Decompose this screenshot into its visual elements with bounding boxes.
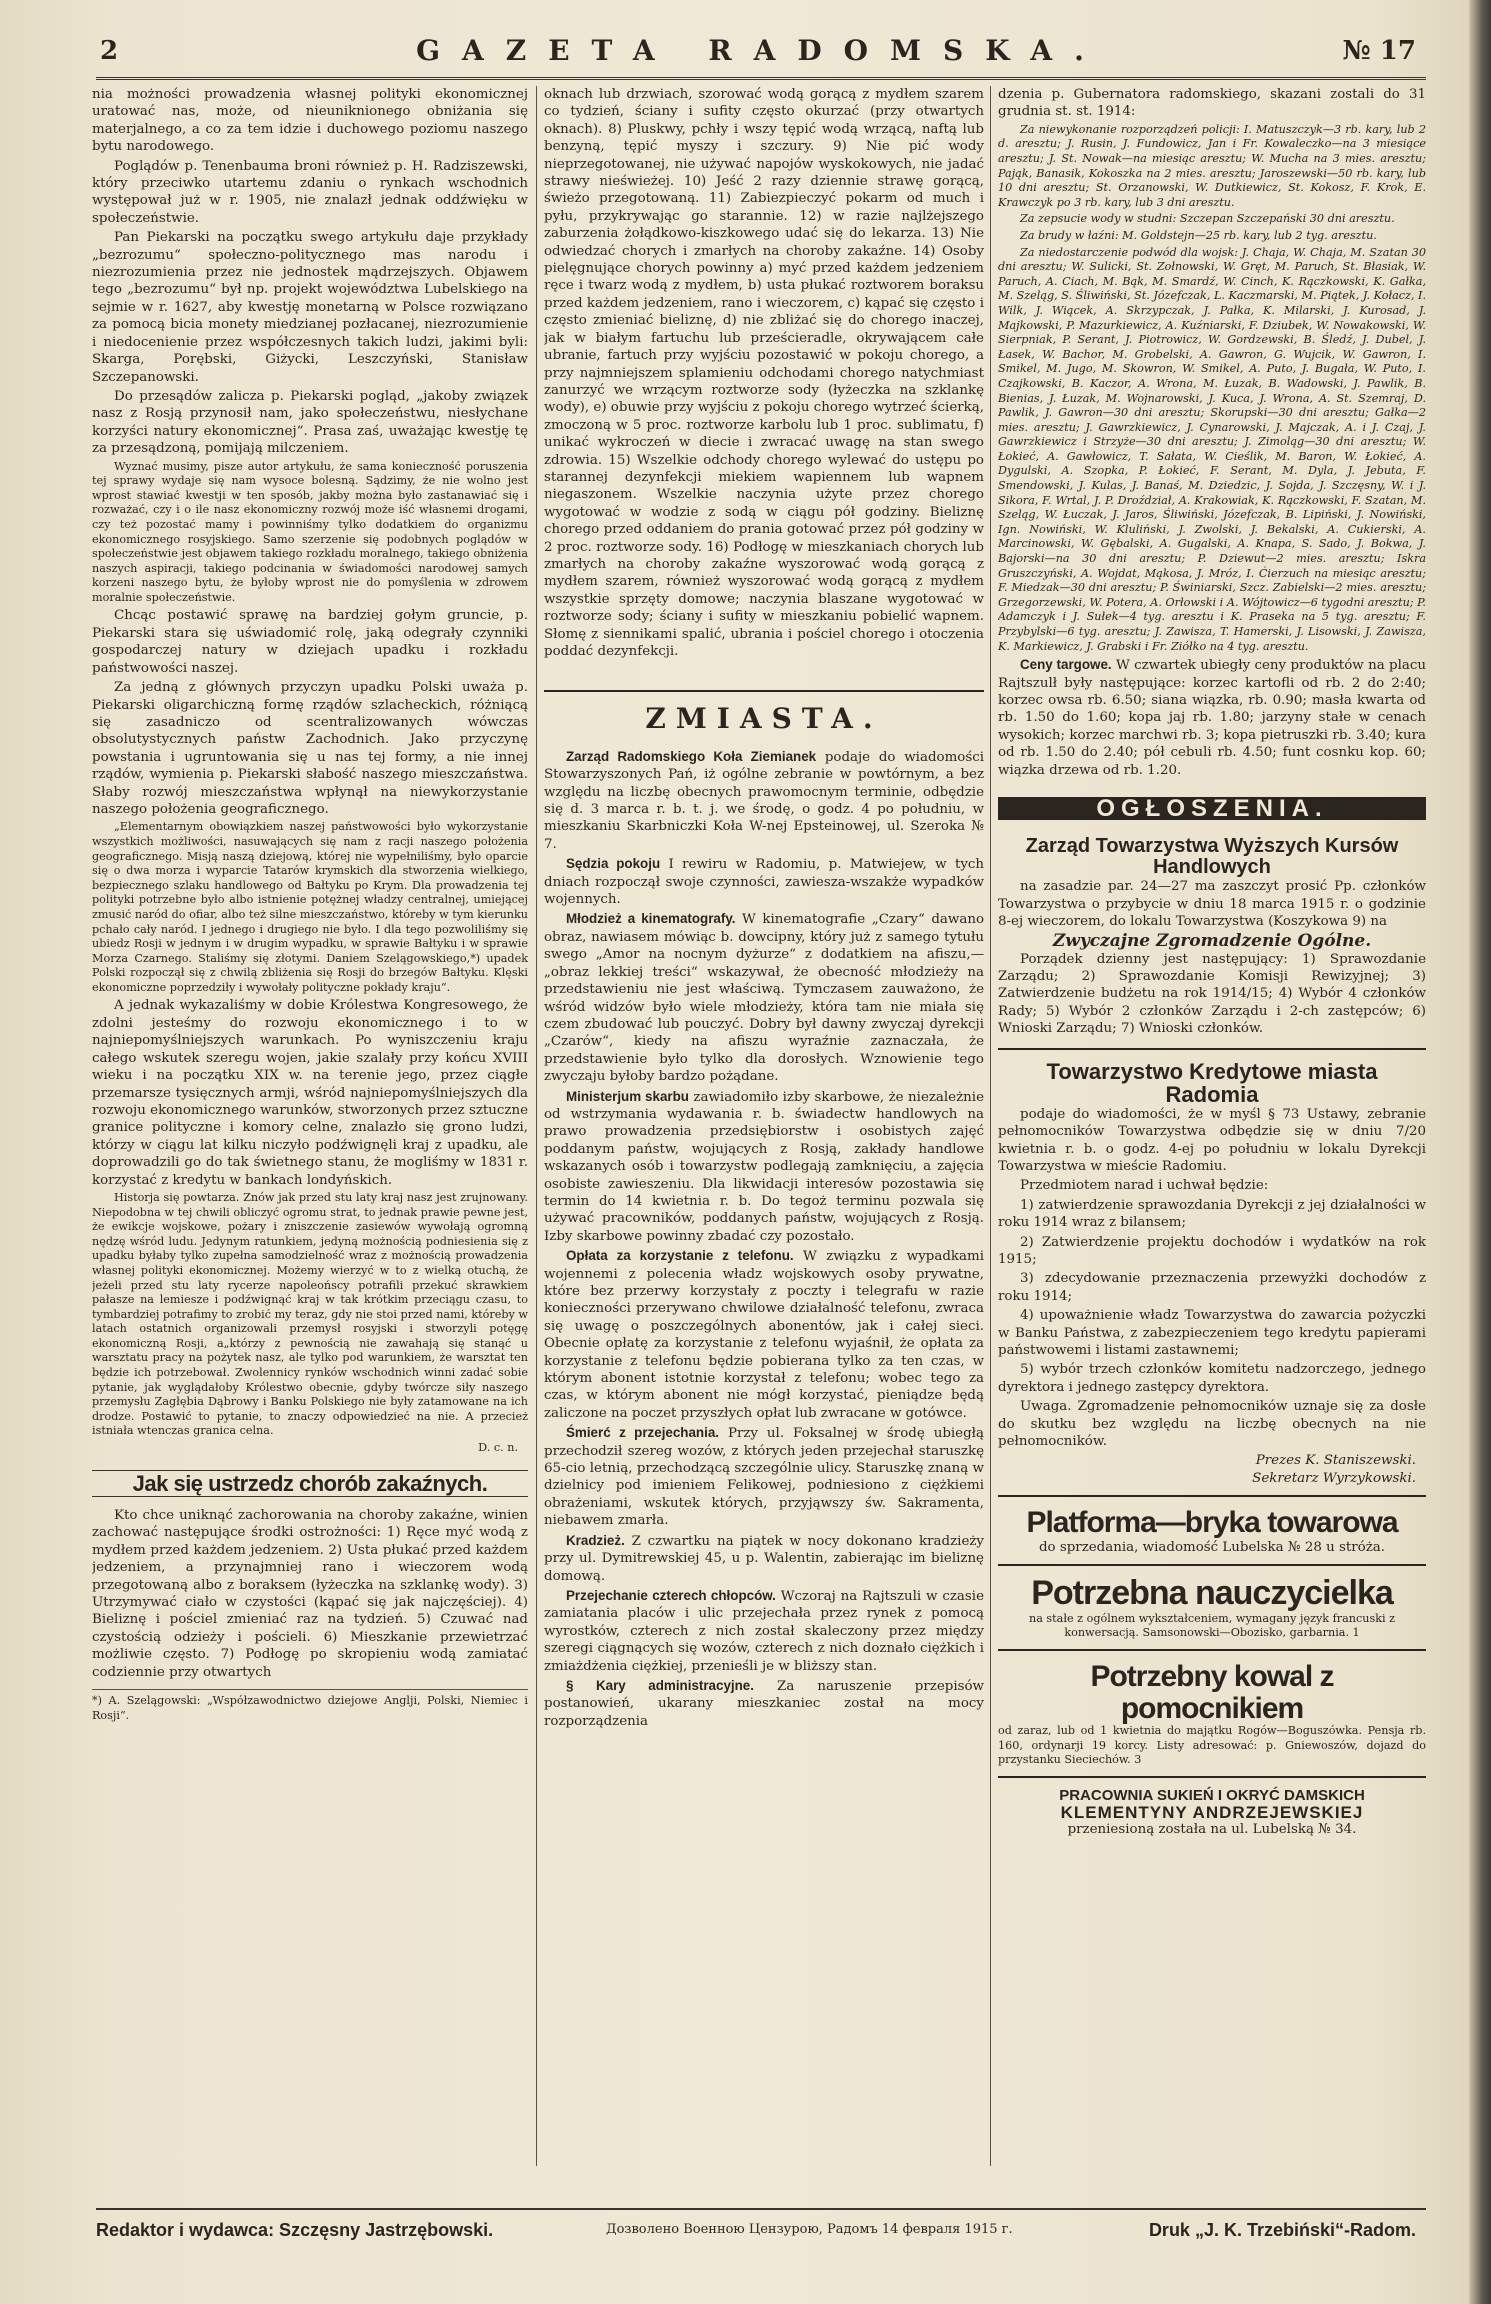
news-rubric: Przejechanie czterech chłopców.: [566, 1587, 776, 1603]
news-text: podaje do wiadomości Stowarzyszonych Pań, iż ogólne zebranie w powtórnym, a bez względu na liczbę obecnych prawomocnym terminie, odbędzie się d. 3 marca r. b. t. j. we środę, o godz. 4 po południu, w mieszkaniu Skarbniczki Koła W-nej Epsteinowej, ul. Szeroka № 7.: [544, 749, 984, 852]
ad-pracownia: [998, 1776, 1426, 1847]
quote-block: [92, 460, 528, 606]
news-text: Z czwartku na piątek w nocy dokonano kradzieży przy ul. Dymitrewskiej 45, u p. Walentin, zabierając im bieliznę domową.: [544, 1533, 984, 1584]
footnote: *) A. Szelągowski: „Współzawodnictwo dziejowe Anglji, Polski, Niemiec i Rosji“.: [92, 1689, 528, 1723]
censorship-line: Дозволено Военною Цензурою, Радомъ 14 февраля 1915 г.: [606, 2222, 1013, 2237]
news-rubric: Śmierć z przejechania.: [566, 1425, 720, 1441]
column-1: [92, 86, 528, 2206]
news-item: [544, 1532, 984, 1585]
news-item: [544, 748, 984, 853]
continuation-mark: D. c. n.: [478, 1441, 518, 1455]
news-item: [544, 1424, 984, 1529]
news-text: Za naruszenie przepisów postanowień, ukarany mieszkaniec został na mocy rozporządzenia: [544, 1678, 984, 1729]
page-number: 2: [100, 36, 119, 66]
quote-text: „Elementarnym obowiązkiem naszej państwowości było wykorzystanie wszystkich możliwości, nasuwających się nam z racji naszego położenia geograficznego. Misją naszą dziejową, której nie wypełniliśmy, było oparcie się o dwa morza i wyparcie Tatarów krymskich dla stworzenia wielkiego, bezpiecznego szlaku handlowego od Bałtyku po Krym. Dla prowadzenia tej polityki potrzebne było albo istnienie potężnej władzy centralnej, umiejącej zmusić naród do ofiar, albo też silne mieszczaństwo, któreby w tym kierunku pchało cały naród. I jednego i drugiego nie było. I dla tego pozwoliliśmy się ubiedz Rosji w jednym i w drugim wypadku, w sprawie Bałtyku i w sprawie Morza Czarnego. Staliśmy się złotymi. Daniem Szelągowskiego,*) upadek Polski rozpoczął się z chwilą zbliżenia się Rosji do brzegów Bałtyku. Klęski ekonomiczne poprzedziły i wywołały polityczne pokłady kraju“.: [92, 820, 528, 994]
ad-kursy-handlowe: [998, 836, 1426, 1047]
news-rubric: Opłata za korzystanie z telefonu.: [566, 1248, 794, 1264]
ad-title: Towarzystwo Kredytowe miasta Radomia: [1046, 1058, 1378, 1107]
page-edge-shadow: [1469, 0, 1491, 2304]
news-rubric: Ministerjum skarbu: [566, 1088, 689, 1104]
news-text: Wczoraj na Rajtszuli w czasie zamiatania placów i ulic przejechała przez rynek z pomocą wyrostków, czterech z nich został skaleczony przez między szeregi ciągnących się wozów, czterech z nich doznało ciężkich i zmiażdżenia ciężkiej, przenieśli je w bliższy stan.: [544, 1588, 984, 1674]
news-rubric: Kradzież.: [566, 1532, 625, 1548]
issue-number: № 17: [1342, 36, 1416, 66]
ad-bold-line: Zwyczajne Zgromadzenie Ogólne.: [1052, 930, 1372, 951]
imprint: [96, 2208, 1426, 2248]
news-rubric: Zarząd Radomskiego Koła Ziemianek: [566, 748, 817, 764]
ad-line: przeniesioną została na ul. Lubelską № 34.: [1067, 1822, 1357, 1838]
ad-list-item: 2) Zatwierdzenie projektu dochodów i wydatków na rok 1915;: [998, 1234, 1426, 1267]
news-item: [544, 1088, 984, 1246]
ad-nauczycielka: [998, 1564, 1426, 1649]
masthead: [96, 30, 1426, 80]
ad-line: PRACOWNIA SUKIEŃ I OKRYĆ DAMSKICH: [1059, 1786, 1365, 1804]
ad-title: Potrzebny kowal z pomocnikiem: [1090, 1660, 1334, 1725]
rubric: Ceny targowe.: [1020, 657, 1112, 673]
ad-text: na stałe z ogólnem wykształceniem, wymagany język francuski z konwersacją. Samsonowski—Obozisko, garbarnia. 1: [1028, 1611, 1396, 1640]
paragraph: Do przesądów zalicza p. Piekarski pogląd, „jakoby związek nasz z Rosją przynosił nam, jako społeczeństwu, niesłychane korzyści natury ekonomicznej“. Prasa zaś, uważając kwestję tę za przesądzoną, pomijają milczeniem.: [92, 388, 528, 457]
news-text: W kinematografie „Czary“ dawano obraz, nawiasem mówiąc b. dowcipny, który już z samego tytułu swego „Amor na nocnym dyżurze“ z dodatkiem na afiszu,—„obraz lekkiej treści“ wskazywał, że obecność młodzieży na przedstawieniu nie jest właściwą. Tymczasem zauważono, że wśród widzów było wiele młodzieży, która tam nie miała się czem zbudować lub pouczyć. Dobry był dawny zwyczaj dyrekcji „Czarów“, kiedy na afiszu wyraźnie zaznaczała, że przedstawienie było tylko dla dorosłych. Wznowienie tego zwyczaju byłoby bardzo pożądane.: [544, 912, 984, 1085]
market-prices: [998, 656, 1426, 779]
penalty-item: Za zepsucie wody w studni: Szczepan Szczepański 30 dni aresztu.: [1020, 212, 1395, 226]
news-text: W związku z wypadkami wojennemi z polecenia władz wojskowych osoby prywatne, które bez przerwy korzystały z poczty i telegrafu w razie konieczności przerywano chwilowe działalność telefonu, zwraca się uwagę o poszczególnych abonentów, jak i całej sieci. Obecnie opłatę za korzystanie z telefonu wyjaśnił, że opłata za korzystanie z telefonu będzie pobierana tylko za ten czas, w którym abonent istotnie korzystał z telefonu; wobec tego za czas, w którym abonent nie mógł korzystać, pieniądze będą zaliczone na poczet przyszłych opłat lub zwracane w gotówce.: [544, 1249, 984, 1421]
quote-block: [92, 1191, 528, 1456]
ad-platforma: [998, 1495, 1426, 1564]
ad-note: Uwaga. Zgromadzenie pełnomocników uznaje się za dosłe do skutku bez względu na liczbę obecnych na nie pełnomocników.: [998, 1399, 1426, 1450]
ad-kowal: [998, 1649, 1426, 1776]
paragraph: A jednak wykazaliśmy w dobie Królestwa Kongresowego, że zdolni jesteśmy do rozwoju ekonomicznego i to w najniepomyślniejszych warunkach. Po wyniszczeniu kraju całego wskutek szeregu wojen, jakie szalały przy końcu XVIII wieku i na początku XIX w. na terenie jego, przez ciągłe przemarsze tysięcznych armji, wśród najniepomyślniejszych dla rozwoju ekonomicznego warunków, stworzonych przez sztuczne granice polityczne i komory celne, znalazło się grono ludzi, którzy w ciągu lat kilku niczyło podźwignęli kraj z upadku, ale doprowadzili go do tak świetnego stanu, że mogliśmy w 1831 r. korzystać z kredytu w bankach londyńskich.: [92, 998, 528, 1188]
news-item: [544, 1677, 984, 1730]
printer-line: Druk „J. K. Trzebiński“-Radom.: [1148, 2220, 1416, 2240]
penalty-list: [998, 123, 1426, 654]
section-heading-z-miasta: ZMIASTA.: [544, 690, 984, 727]
ad-list-item: 4) upoważnienie władz Towarzystwa do zawarcia pożyczki w Banku Państwa, z zabezpieczeniem tego kredytu papierami państwowemi i listami zastawnemi;: [998, 1308, 1426, 1358]
paragraph: Za jedną z głównych przyczyn upadku Polski uważa p. Piekarski oligarchiczną formę rządów szlacheckich, różniącą się zasadniczo od scentralizowanych wówczas obsolutystycznych państw Zachodnich. Jako przyczynę powstania i ugruntowania się u nas tej formy, a nie innej rządów, wymienia p. Piekarski słabość naszego mieszczaństwa. Słaby rozwój mieszczaństwa wpłynął na niewykorzystanie naszego położenia geograficznego.: [92, 680, 528, 817]
ad-text: podaje do wiadomości, że w myśl § 73 Ustawy, zebranie pełnomocników Towarzystwa odbędzie się w dniu 7/20 kwietnia r. b. o godz. 4-ej po południu w lokalu Dyrekcji Towarzystwa w mieście Radomiu.: [998, 1106, 1426, 1174]
quote-text: Wyznać musimy, pisze autor artykułu, że sama konieczność poruszenia tej sprawy wydaje się nam wysoce bolesną. Sądzimy, że nie wolno jest wprost stawiać kwestji w ten sposób, jakby można było zastanawiać się i rozważać, czy i o ile nasz ekonomiczny rozwój może iść własnemi drogami, czy też pozostać mamy i powinniśmy tylko dodatkiem do organizmu ekonomicznego rosyjskiego. Samo szerzenie się podobnych poglądów w społeczeństwie jest objawem takiego rozkładu moralnego, takiego obniżenia naszych aspiracji, takiego podcinania w świadomości narodowej samych korzeni naszego bytu, że byłoby wprost nie do pomyślenia w zdrowem moralnie społeczeństwie.: [92, 459, 528, 604]
paragraph: oknach lub drzwiach, szorować wodą gorącą z mydłem szarem co tydzień, ściany i sufity często okurzać (przy otwartych oknach). 8) Pluskwy, pchły i wszy tępić wodą wrzącą, naftą lub benzyną, tępić myszy i szczury. 9) Nie pić wody nieprzegotowanej, nie używać napojów wyskokowych, nie jadać strawy nieświeżej. 10) Jeść 2 razy dziennie strawę gorącą, świeżo przegotowaną. 11) Zabiezpieczyć pokarm od much i pyłu, przykrywając go starannie. 12) w razie najlżejszego zaburzenia żołądkowo-kiszkowego udać się do lekarza. 13) Nie odwiedzać chorych i zmarłych na choroby zakaźne. 14) Osoby pielęgnujące chorych powinny a) myć przed każdem jedzeniem ręce i twarz wodą z mydłem, b) usta płukać roztworem boraksu przed każdem jedzeniem, rano i wieczorem, c) kąpać się często i często zmieniać bieliznę, d) nie zbliżać się do chorego inaczej, jak w białym fartuchu lub prześcieradle, okrywającem całe ubranie, fartuch przy wyjściu pozostawić w pokoju chorego, a przy najmniejszem splamieniu odchodami chorego natychmiast zanurzyć we wrzącym roztworze sody (łyżeczka na szklankę wody), e) obuwie przy wyjściu z pokoju chorego wytrzeć ścierką, zmoczoną w 5 proc. roztworze karbolu lub 1 proc. sublimatu, f) unikać wykroczeń w diecie i zwracać uwagę na stan swego zdrowia. 15) Wszelkie odchody chorego wylewać do ustępu po starannej dezynfekcji miekiem wapiennem lub wapnem niegaszonem. Wszelkie naczynia użyte przez chorego wygotować w wodzie z sodą w ciągu pół godziny. Bieliznę chorego przed oddaniem do prania gotować przez pół godziny w 2 proc. roztworze sody. 16) Podłogę w mieszkaniach chorych lub zmarłych na choroby zakaźne wyszorować wodą gorącą z mydłem szarem, również wyszorować wodą gorącą z mydłem wszystkie sprzęty domowe; naczynia blaszane wygotować w roztworze sody; ściany i sufity w mieszkaniu pobielić wapnem. Słomę z siennikami spalić, ubrania i pościel chorego i otoczenia poddać dezynfekcji.: [544, 87, 984, 659]
ad-signature: Sekretarz Wyrzykowski.: [1252, 1470, 1416, 1486]
ad-list-item: 1) zatwierdzenie sprawozdania Dyrekcji z jej działalności w roku 1914 wraz z bilansem;: [998, 1197, 1426, 1231]
paragraph: Kto chce uniknąć zachorowania na choroby zakaźne, winien zachować następujące środki ostrożności: 1) Ręce myć wodą z mydłem przed każdem jedzeniem. 2) Usta płukać przed każdem jedzeniem, a przynajmniej rano i wieczorem wodą przegotowaną albo z boraksem (łyżeczka na szklankę wody). 3) Utrzymywać ciało w czystości (kąpać się jak najczęściej). 4) Bieliznę i pościel zmieniać raz na tydzień. 5) Czuwać nad czystością odzieży i pościeli. 6) Mieszkanie przewietrzać możliwie często. 7) Podłogę po skropieniu wodą zamiatać codziennie przy otwartych: [92, 1508, 528, 1680]
news-items: [544, 748, 984, 1730]
ad-text: do sprzedania, wiadomość Lubelska № 28 u stróża.: [1038, 1539, 1386, 1555]
ad-towarzystwo-kredytowe: [998, 1048, 1426, 1496]
news-text: I rewiru w Radomiu, p. Matwiejew, w tych dniach rozpoczął swoje czynności, zawiesza-wszakże wypadków wojennych.: [544, 857, 984, 908]
column-2: [544, 86, 984, 2206]
news-text: zawiadomiło izby skarbowe, że niezależnie od wstrzymania wydawania r. b. świadectw handlowych na prawo prowadzenia przedsiębiorstw i osobistych zajęć poddanym państw, wojujących z Rosją, zakłady handlowe wskazanych osób i towarzystw podlegają zamknięciu, a zajęcia osobiste zawieszeniu. Dla likwidacji interesów pozostawia się termin do 14 kwietnia r. b. Do tegoż terminu pozwala się używać pracowników, poddanych państw, wojujących z Rosją. Izby skarbowe powinny zbadać czy pozostało.: [544, 1089, 984, 1244]
paragraph: nia możności prowadzenia własnej polityki ekonomicznej uratować nas, może, od nieuniknionego obniżania się materjalnego, a co za tem idzie i duchowego poziomu naszego bytu narodowego.: [92, 87, 528, 155]
ad-title: Platforma—bryka towarowa: [1026, 1506, 1398, 1540]
news-rubric: § Kary administracyjne.: [566, 1677, 754, 1693]
ad-signature: Prezes K. Staniszewski.: [1255, 1453, 1416, 1469]
penalty-item: Za niedostarczenie podwód dla wojsk: J. Chaja, W. Chaja, M. Szatan 30 dni aresztu; W. Sulicki, St. Zołnowski, W. Gręt, M. Paruch, St. Błasiak, W. Paruch, A. Ciach, M. Bąk, M. Smardź, W. Cinch, K. Rączkowski, K. Gałka, M. Szeląg, S. Śliwiński, St. Józefczak, L. Kaczmarski, M. Piątek, J. Kołacz, I. Wilk, J. Wiącek, A. Skrzypczak, J. Pałka, K. Milarski, J. Kurosad, J. Majkowski, P. Mazurkiewicz, A. Kuźniarski, F. Dziubek, W. Nowakowski, W. Sierpniak, P. Serant, J. Piotrowicz, W. Gordzewski, B. Śledź, J. Dubel, J. Łasek, W. Bachor, M. Grobelski, A. Gawron, G. Wujcik, W. Gawron, I. Smikel, M. Jugo, M. Skowron, W. Smikel, A. Puto, J. Bugała, W. Puto, I. Czajkowski, B. Kaczor, A. Wrona, M. Łuzak, B. Wadowski, J. Pawlik, B. Bienias, J. Łuzak, M. Wojnarowski, J. Kuca, J. Wrona, A. St. Szemraj, D. Pawlik, J. Gawron—30 dni aresztu; Skorupski—30 dni aresztu; Gałka—2 mies. aresztu; J. Gawrzkiewicz, J. Cynarowski, J. Majczak, A. i J. Czaj, J. Gawrzkiewicz i Strzyże—30 dni aresztu; J. Zimoląg—30 dni aresztu; W. Łokieć, A. Gawłowicz, T. Sałata, W. Cieślik, M. Baron, W. Łokieć, A. Dygulski, A. Szopka, P. Łokieć, F. Serant, M. Dyla, J. Jebuta, F. Smendowski, J. Kulas, J. Banaś, M. Dziedzic, J. Sojda, J. Szczęsny, W. i J. Sikora, F. Wrtal, J. P. Droździał, A. Krakowiak, K. Rączkowski, F. Szatan, M. Szeląg, W. Łuczak, J. Jaros, Śliwiński, Józefczak, B. Lipiński, J. Nowiński, Ign. Nowiński, W. Kluliński, J. Zwolski, J. Bekalski, A. Cukierski, A. Marcinowski, W. Gębalski, A. Gugalski, A. Knapa, S. Sado, J. Bokwa, J. Bajorski—na 30 dni aresztu; P. Dziewut—2 mies. aresztu; Iskra Gruszczyński, A. Wojdat, Mąkosa, J. Mróz, I. Ćierzuch na miesiąc aresztu; F. Miedzak—30 dni aresztu; P. Świniarski, Szcz. Zabielski—2 mies. aresztu; Grzegorzewski, W. Potera, A. Orłowski i A. Wójtowicz—6 tygodni aresztu; P. Adamczyk i J. Sułek—4 tyg. aresztu i K. Praseka na 5 tyg. aresztu; F. Przybylski—6 tyg. aresztu; J. Zawisza, T. Hamerski, J. Lisowski, J. Zawisza, K. Markiewicz, J. Grabski i Fr. Ziółko na 4 tyg. aresztu.: [998, 245, 1426, 653]
column-divider: [536, 86, 537, 2166]
ad-title: Zarząd Towarzystwa Wyższych Kursów Handlowych: [1025, 835, 1399, 879]
paragraph: Poglądów p. Tenenbauma broni również p. H. Radziszewski, który przeciwko utartemu zdaniu o rynkach wschodnich występował już w r. 1905, nie znalazł jednak oddźwięku w społeczeństwie.: [92, 158, 528, 226]
ad-list-item: 3) zdecydowanie przeznaczenia przewyżki dochodów z roku 1914;: [998, 1271, 1426, 1304]
penalty-item: Za niewykonanie rozporządzeń policji: I. Matuszczyk—3 rb. kary, lub 2 d. aresztu; J. Rusin, J. Fundowicz, Jan i Fr. Kowaleczko—na 3 miesiące aresztu; J. St. Nowak—na miesiąc aresztu; W. Mucha na 3 mies. aresztu; Pająk, Banasik, Kokoszka na 2 mies. aresztu; Jaroszewski—50 rb. kary, lub 10 dni aresztu; St. Orzanowski, W. Dutkiewicz, St. Kokosz, F. Krok, E. Krawczyk po 3 rb. kary, lub 3 dni aresztu.: [998, 122, 1426, 209]
penalty-item: Za brudy w łaźni: M. Goldstejn—25 rb. kary, lub 2 tyg. aresztu.: [1020, 228, 1377, 242]
paragraph: Pan Piekarski na początku swego artykułu daje przykłady „bezrozumu“ społeczno-politycznego mas narodu i niezrozumienia przez nie jednostek mądrzejszych. Objawem tego „bezrozumu“ był np. projekt województwa Lubelskiego na sejmie w r. 1627, aby kwestję monetarną w Polsce rozwiązano za pomocą bicia monety miedzianej pozłacanej, niezrozumienie i niedocenienie przez współczesnych takich ludzi, jakimi byli: Skarga, Porębski, Giżycki, Leszczyński, Stanisław Szczepanowski.: [92, 230, 528, 385]
quote-block: [92, 820, 528, 995]
market-prices-text: W czwartek ubiegły ceny produktów na placu Rajtszulł były następujące: korzec kartofli od rb. 2 do 2:40; korzec owsa rb. 6.50; siana wiązka, rb. 0.90; masła kwarta od rb. 1.50 do 1.60; kopa jaj rb. 1.80; jarzyny stałe w cenach wysokich; korzec marchwi rb. 3; kopa pietruszki rb. 3.40; kura od rb. 1.50 do 2.40; pół cebuli rb. 4.50; funt cosnku kop. 60; wiązka drzewa od rb. 1.20.: [998, 658, 1426, 778]
ad-text: na zasadzie par. 24—27 ma zaszczyt prosić Pp. członków Towarzystwa o przybycie w dniu 18 marca 1915 r. o godzinie 8-ej wieczorem, do lokalu Towarzystwa (Koszykowa 9) na: [998, 879, 1426, 930]
ad-text: Przedmiotem narad i uchwał będzie:: [1020, 1178, 1269, 1194]
ad-text: od zaraz, lub od 1 kwietnia do majątku Rogów—Boguszówka. Pensja rb. 160, ordynarji 19 korcy. Listy adresować: p. Gniewoszów, dojazd do przystanku Sieciechów. 3: [998, 1724, 1426, 1767]
news-item: [544, 910, 984, 1085]
news-rubric: Młodzież a kinematografy.: [566, 911, 736, 927]
column-divider: [990, 86, 991, 2166]
ads-heading: OGŁOSZENIA.: [998, 797, 1426, 820]
editor-line: Redaktor i wydawca: Szczęsny Jastrzębowski.: [96, 2220, 494, 2240]
news-item: [544, 1247, 984, 1422]
news-item: [544, 1587, 984, 1675]
column-3: [998, 86, 1426, 2206]
ad-text: Porządek dzienny jest następujący: 1) Sprawozdanie Zarządu; 2) Sprawozdanie Komisji Rewizyjnej; 3) Zatwierdzenie budżetu na rok 1914/15; 4) Wybór 4 członków Rady; 5) Wybór 2 członków Zarządu i 2-ch zastępców; 6) Wnioski Zarządu; 7) Wnioski członków.: [998, 951, 1426, 1037]
section-heading: Jak się ustrzedz chorób zakaźnych.: [92, 1470, 528, 1497]
ad-title: Potrzebna nauczycielka: [1031, 1574, 1393, 1613]
news-item: [544, 855, 984, 908]
news-rubric: Sędzia pokoju: [566, 856, 661, 872]
newspaper-title: GAZETA RADOMSKA.: [416, 34, 1106, 67]
news-text: Przy ul. Foksalnej w środę ubiegłą przechodził szereg wozów, z których jeden przejechał staruszkę 65-cio letnią, przechodzącą szczególnie ulicy. Staruszkę znaną w dzielnicy pod imieniem Felikowej, podniesiono z ciężkiemi obrażeniami, wskutek których, przyjąwszy św. Sakramenta, niebawem zmarła.: [544, 1426, 984, 1529]
paragraph: Chcąc postawić sprawę na bardziej gołym gruncie, p. Piekarski stara się uświadomić rolę, jaką odegrały czynniki gospodarczej natury w dziejach upadku i rozkładu państwowości naszej.: [92, 608, 528, 676]
ad-line: KLEMENTYNY ANDRZEJEWSKIEJ: [1060, 1802, 1364, 1822]
ad-list-item: 5) wybór trzech członków komitetu nadzorczego, jednego dyrektora i jednego zastępcy dyrektora.: [998, 1362, 1426, 1395]
quote-text: Historja się powtarza. Znów jak przed stu laty kraj nasz jest zrujnowany. Niepodobna w tej chwili obliczyć ogromu strat, to jednak prawie pewne jest, że ewikcje wojskowe, pożary i zniszczenie zasiewów wywołają ogromną nędzę wśród ludu. Jedynym ratunkiem, jedyną możnością podniesienia się z upadku byłaby tylko zupełna samodzielność wraz z możnością prowadzenia własnej polityki ekonomicznej. Możemy wierzyć w to z wielką otuchą, że jeżeli przed stu laty rycerze napoleońscy potrafili przekuć skrawkiem pałasze na lemiesze i podźwignąć kraj w tak krótkim przeciągu czasu, to tymbardziej potrafimy to zrobić my teraz, gdy nie stoi przed nami, któreby w latach ostatnich organizowali przemysł rosyjski i stworzyli potęgę ekonomiczną Rosji, a„którzy z pewnością nie zawahają się stanąć u warsztatu pracy na pożytek nasz, ale tylko pod warunkiem, że warsztat ten będzie ich potrzebował. Zwolennicy rynków wschodnich winni zadać sobie pytanie, jak wyglądałoby Królestwo obecnie, gdyby twórcze siły naszego przemysłu Zagłębia Dąbrowy i Banku Polskiego nie były zatamowane na ich drodze. Postawić to pytanie, to znaczy odpowiedzieć na nie. A przecież istniała wtenczas granica celna.: [92, 1190, 528, 1438]
paragraph: dzenia p. Gubernatora radomskiego, skazani zostali do 31 grudnia st. st. 1914:: [998, 87, 1426, 120]
